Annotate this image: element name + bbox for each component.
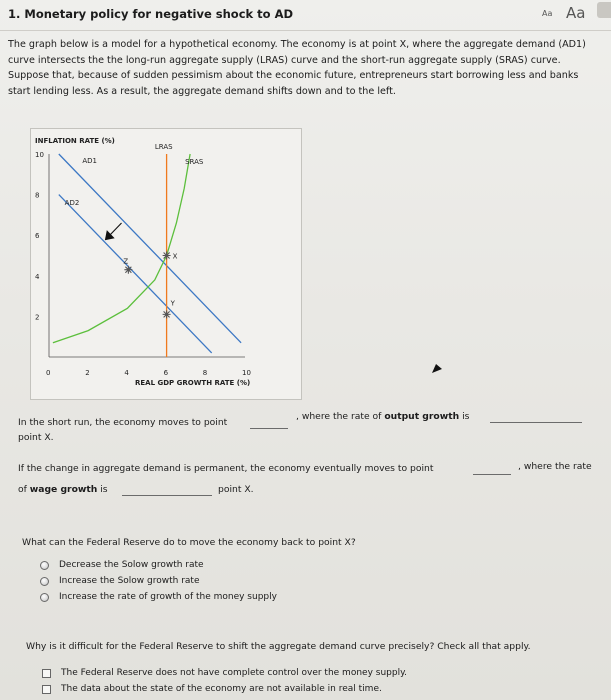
blank2-after-bold: is (100, 484, 108, 495)
label-sras: SRAS (185, 158, 204, 166)
blank1-rate-dropdown[interactable] (490, 422, 582, 423)
y-tick-label: 4 (35, 272, 40, 281)
check-option-2[interactable] (42, 684, 382, 694)
mc-option-3[interactable] (40, 592, 277, 602)
radio-button-icon[interactable] (40, 561, 49, 570)
mc-option-1[interactable] (40, 560, 204, 570)
increase-font-button[interactable]: Aa (566, 4, 586, 22)
x-tick-label: 4 (124, 369, 129, 377)
graph-svg (31, 129, 301, 399)
label-ad1: AD1 (82, 157, 97, 165)
point-label-x: X (172, 252, 178, 261)
curve-ad2 (59, 195, 212, 353)
question-title: 1. Monetary policy for negative shock to AD (8, 7, 294, 21)
x-tick-label: 0 (46, 369, 51, 377)
decrease-font-button[interactable]: Aa (542, 9, 553, 18)
radio-button-icon[interactable] (40, 577, 49, 586)
blank1-suffix: point X. (18, 432, 54, 443)
y-tick-label: 6 (35, 232, 40, 241)
blank1-bold: output growth (384, 411, 460, 422)
blank2-line2-prefix: of (18, 484, 27, 495)
point-label-y: Y (170, 299, 175, 308)
y-axis-title: INFLATION RATE (%) (35, 137, 115, 145)
point-marker-z (124, 266, 132, 274)
blank1-point-dropdown[interactable] (250, 428, 288, 429)
curve-ad1 (59, 154, 241, 343)
blank2-bold: wage growth (29, 484, 98, 495)
check-prompt: Why is it difficult for the Federal Reserve to shift the aggregate demand curve precisely? Check all that apply. (26, 641, 531, 652)
blank1-middle: , where the rate of (296, 411, 382, 422)
blank1-middle-wrap (296, 410, 469, 423)
checkbox-icon[interactable] (42, 685, 51, 694)
point-marker-y (163, 310, 171, 318)
blank2-middle: , where the rate (518, 461, 592, 472)
mc-option-label: Increase the rate of growth of the money supply (59, 592, 277, 602)
ad-as-graph[interactable] (30, 128, 302, 400)
label-ad2: AD2 (64, 198, 80, 207)
x-tick-label: 10 (242, 369, 251, 377)
blank2-rate-dropdown[interactable] (122, 495, 212, 496)
question-header (0, 0, 611, 31)
mc-option-2[interactable] (40, 576, 199, 586)
checkbox-icon[interactable] (42, 669, 51, 678)
question-intro: The graph below is a model for a hypothetical economy. The economy is at point X, where the aggregate demand (AD1) curve intersects the the long-run aggregate supply (LRAS) curve and the short-run aggregate supply (SRAS) curve. Suppose that, because of sudden pessimism about the economic future, entrepreneurs start borrowing less and banks start lending less. As a result, the aggregate demand shifts down and to the left. (8, 39, 586, 97)
side-tab[interactable] (597, 2, 611, 18)
mouse-cursor-icon (430, 361, 444, 375)
point-label-z: Z (123, 257, 129, 266)
x-tick-label: 8 (202, 369, 208, 377)
blank2-point-dropdown[interactable] (473, 474, 511, 475)
blank1-prefix: In the short run, the economy moves to point (18, 417, 228, 428)
check-option-label: The Federal Reserve does not have complete control over the money supply. (61, 668, 407, 678)
check-option-label: The data about the state of the economy are not available in real time. (61, 684, 382, 694)
mc-prompt: What can the Federal Reserve do to move the economy back to point X? (22, 537, 356, 548)
y-tick-label: 8 (35, 191, 40, 200)
point-marker-x (163, 252, 171, 260)
x-tick-label: 2 (85, 369, 90, 377)
x-axis-title: REAL GDP GROWTH RATE (%) (135, 379, 251, 387)
blank2-line2 (18, 483, 108, 496)
x-tick-label: 6 (163, 369, 169, 377)
y-tick-label: 10 (35, 151, 44, 159)
y-tick-label: 2 (35, 313, 40, 322)
mc-option-label: Decrease the Solow growth rate (59, 560, 204, 570)
check-option-1[interactable] (42, 668, 407, 678)
mc-option-label: Increase the Solow growth rate (59, 576, 200, 586)
blank2-prefix: If the change in aggregate demand is permanent, the economy eventually moves to point (18, 463, 434, 474)
label-lras: LRAS (154, 143, 173, 151)
blank2-suffix: point X. (218, 484, 254, 495)
blank1-after-bold: is (462, 411, 470, 422)
radio-button-icon[interactable] (40, 593, 49, 602)
